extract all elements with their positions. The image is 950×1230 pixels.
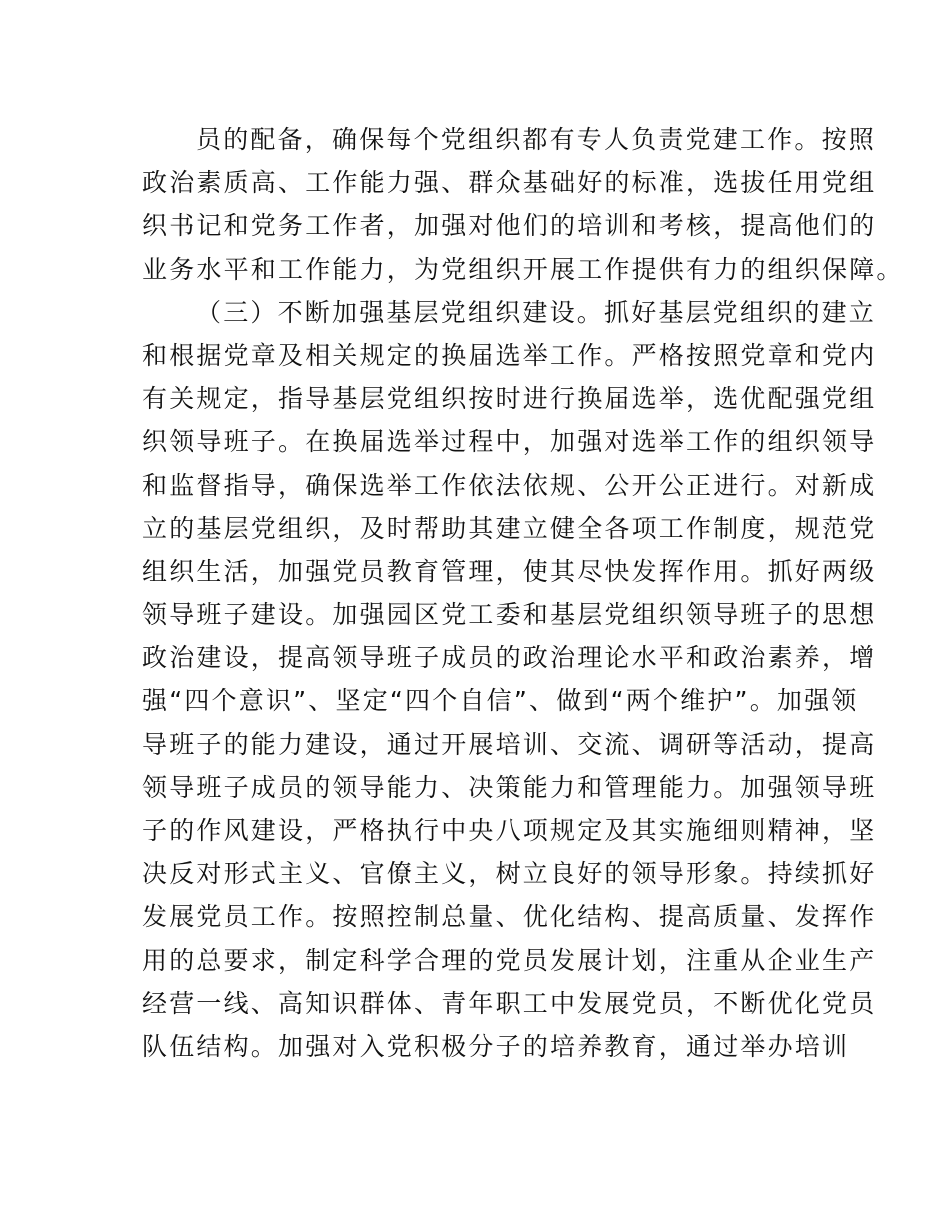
text-line: （三）不断加强基层党组织建设。抓好基层党组织的建立 <box>196 297 877 327</box>
text-line: 织书记和党务工作者，加强对他们的培训和考核，提高他们的 <box>142 211 877 241</box>
text-line: 组织生活，加强党员教育管理，使其尽快发挥作用。抓好两级 <box>142 556 877 586</box>
text-line: 发展党员工作。按照控制总量、优化结构、提高质量、发挥作 <box>142 902 877 932</box>
text-line: 经营一线、高知识群体、青年职工中发展党员，不断优化党员 <box>142 988 877 1018</box>
document-page <box>142 118 904 1068</box>
text-line: 和根据党章及相关规定的换届选举工作。严格按照党章和党内 <box>142 340 877 370</box>
text-line: 立的基层党组织，及时帮助其建立健全各项工作制度，规范党 <box>142 513 877 543</box>
paragraph-1 <box>142 118 904 291</box>
text-line: 子的作风建设，严格执行中央八项规定及其实施细则精神，坚 <box>142 816 877 845</box>
text-line: 决反对形式主义、官僚主义，树立良好的领导形象。持续抓好 <box>142 859 877 889</box>
text-line: 队伍结构。加强对入党积极分子的培养教育，通过举办培训 <box>142 1031 850 1061</box>
text-line: 领导班子成员的领导能力、决策能力和管理能力。加强领导班 <box>142 772 877 802</box>
text-line: 强“四个意识”、坚定“四个自信”、做到“两个维护”。加强领 <box>142 686 859 716</box>
text-line: 和监督指导，确保选举工作依法依规、公开公正进行。对新成 <box>142 470 877 500</box>
text-line: 织领导班子。在换届选举过程中，加强对选举工作的组织领导 <box>142 427 877 457</box>
text-line: 员的配备，确保每个党组织都有专人负责党建工作。按照 <box>196 125 877 154</box>
text-line: 领导班子建设。加强园区党工委和基层党组织领导班子的思想 <box>142 600 877 630</box>
text-line: 有关规定，指导基层党组织按时进行换届选举，选优配强党组 <box>142 384 877 414</box>
text-line: 政治素质高、工作能力强、群众基础好的标准，选拔任用党组 <box>142 168 877 198</box>
text-line: 业务水平和工作能力，为党组织开展工作提供有力的组织保障。 <box>142 254 904 284</box>
text-line: 用的总要求，制定科学合理的党员发展计划，注重从企业生产 <box>142 945 877 975</box>
paragraph-2 <box>142 291 877 1068</box>
text-line: 政治建设，提高领导班子成员的政治理论水平和政治素养，增 <box>142 643 877 673</box>
text-line: 导班子的能力建设，通过开展培训、交流、调研等活动，提高 <box>142 729 877 759</box>
